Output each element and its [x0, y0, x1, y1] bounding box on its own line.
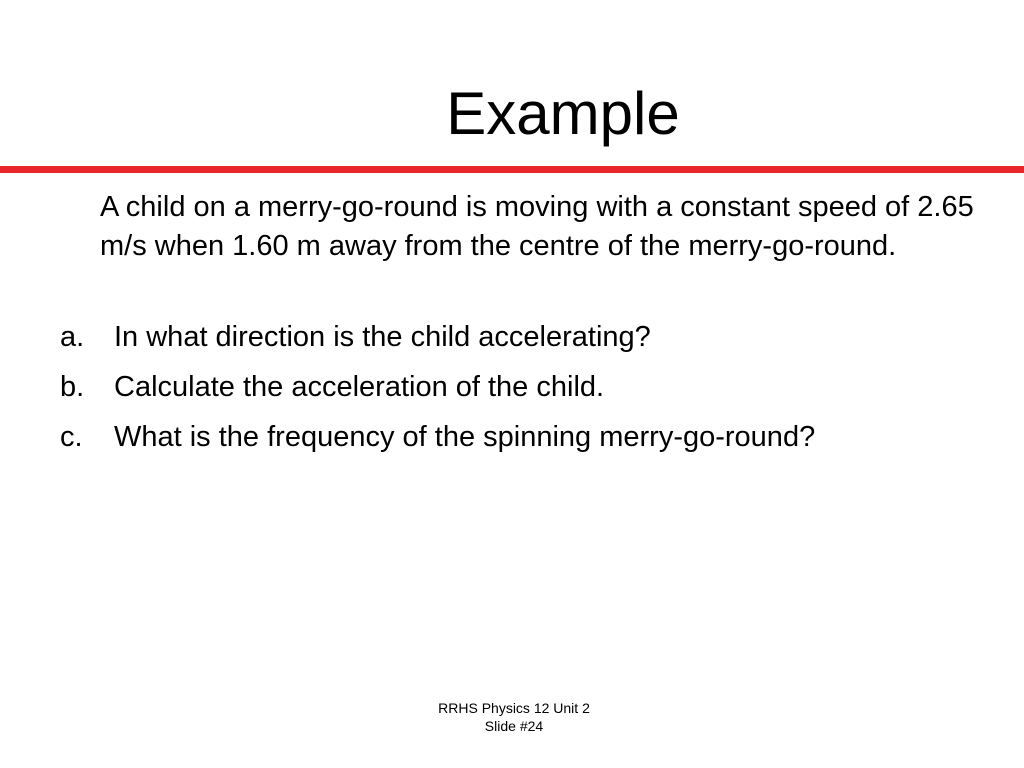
question-text: What is the frequency of the spinning merry-go-round? — [114, 421, 816, 453]
question-text: Calculate the acceleration of the child. — [114, 371, 605, 403]
question-b — [60, 368, 1000, 406]
problem-statement: A child on a merry-go-round is moving with a constant speed of 2.65 m/s when 1.60 m away from the centre of the merry-go-round. — [100, 191, 974, 262]
question-list — [60, 318, 1000, 468]
question-marker: a. — [60, 321, 85, 353]
slide-title: Example — [446, 80, 680, 147]
question-c — [60, 418, 1000, 456]
footer-course: RRHS Physics 12 Unit 2 — [438, 700, 590, 716]
title-divider — [0, 166, 1024, 173]
slide-footer — [0, 699, 1024, 735]
question-text: In what direction is the child accelerating? — [114, 321, 651, 353]
question-marker: b. — [60, 371, 85, 403]
question-marker: c. — [60, 421, 83, 453]
question-a — [60, 318, 1000, 356]
footer-slide-number: Slide #24 — [484, 718, 544, 734]
